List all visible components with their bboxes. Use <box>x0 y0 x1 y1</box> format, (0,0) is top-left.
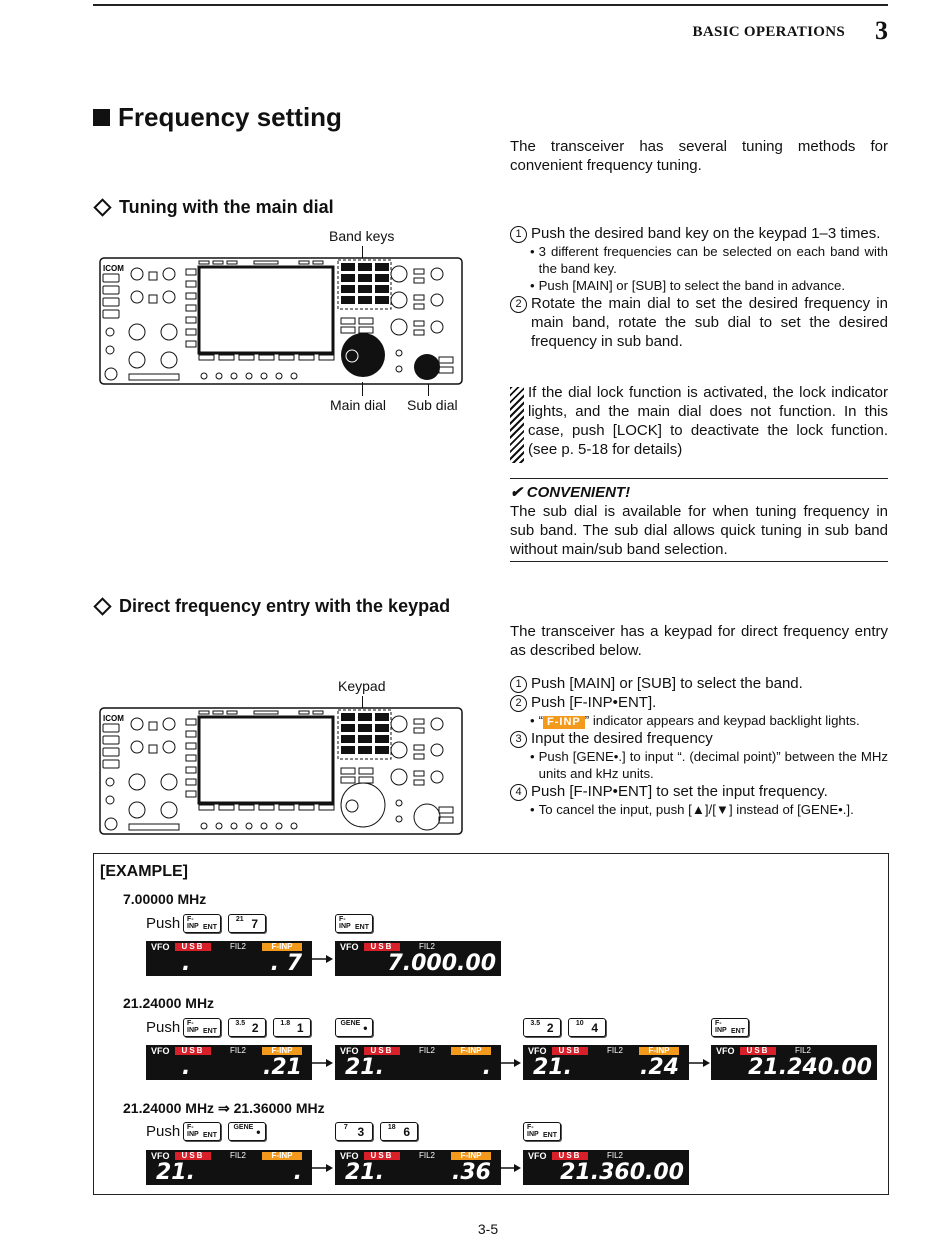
lcd-display: VFO USB FIL2 F-INP 21. . <box>335 1045 501 1080</box>
callout-line <box>362 382 363 396</box>
check-icon: ✔ <box>510 484 527 501</box>
key-3-5-2: 3.5 2 <box>228 1018 266 1037</box>
chapter-title: BASIC OPERATIONS <box>692 24 845 40</box>
callout-line <box>428 384 429 396</box>
convenient-bottom-rule <box>510 561 888 562</box>
lcd-display: VFO USB FIL2 F-INP . .21 <box>146 1045 312 1080</box>
lcd-display: VFO USB FIL2 21.360.00 <box>523 1150 689 1185</box>
page-title <box>93 102 342 133</box>
arrow-right-icon <box>500 1058 522 1068</box>
step-4-bullet: • To cancel the input, push [▲]/[▼] instead of [GENE•.]. <box>530 802 854 817</box>
key-21-7: 21 7 <box>228 914 266 933</box>
step-1-bullet: • 3 different frequencies can be selected on each band with the band key. <box>530 244 888 276</box>
square-bullet-icon <box>93 109 110 126</box>
f-inp-indicator: F-INP <box>543 716 585 729</box>
transceiver-front-panel-1 <box>99 257 463 385</box>
lcd-display: VFO USB FIL2 7.000.00 <box>335 941 501 976</box>
example-3-frequency: 21.24000 MHz ⇒ 21.36000 MHz <box>123 1100 325 1116</box>
arrow-right-icon <box>312 1163 334 1173</box>
f-inp-ent-key: F-INP ENT <box>183 1122 221 1141</box>
example-1-frequency: 7.00000 MHz <box>123 891 207 907</box>
lcd-display: VFO USB FIL2 F-INP 21. .36 <box>335 1150 501 1185</box>
chapter-number: 3 <box>875 16 888 45</box>
keypad-label: Keypad <box>338 678 386 694</box>
example-title: [EXAMPLE] <box>100 863 188 880</box>
step-2-bullet: • “ F-INP ” indicator appears and keypad backlight lights. <box>530 713 860 728</box>
diamond-icon <box>93 198 111 216</box>
page-title-text: Frequency setting <box>118 102 342 132</box>
step-2: 2 Rotate the main dial to set the desired frequency in main band, rotate the sub dial to set the desired frequency in sub band. <box>510 294 888 351</box>
step-3-bullet: • Push [GENE•.] to input “. (decimal point)” between the MHz units and kHz units. <box>530 749 888 781</box>
svg-text:ICOM: ICOM <box>103 264 124 273</box>
push-label: Push <box>146 1019 181 1036</box>
arrow-right-icon <box>312 954 334 964</box>
top-rule <box>93 4 888 6</box>
push-label: Push <box>146 1123 181 1140</box>
push-label: Push <box>146 915 181 932</box>
diamond-icon <box>93 597 111 615</box>
arrow-right-icon <box>312 1058 334 1068</box>
step-1: 1 Push the desired band key on the keypad 1–3 times. <box>510 224 888 243</box>
lcd-display: VFO USB FIL2 F-INP 21. . <box>146 1150 312 1185</box>
svg-text:ICOM: ICOM <box>103 714 124 723</box>
lcd-display: VFO USB FIL2 F-INP . . 7 <box>146 941 312 976</box>
gene-dot-key: GENE • <box>335 1018 373 1037</box>
band-keys-label: Band keys <box>329 228 395 244</box>
step-4: 4 Push [F-INP•ENT] to set the input frequency. <box>510 782 888 801</box>
sub-dial-label: Sub dial <box>407 397 458 413</box>
key-1-8-1: 1.8 1 <box>273 1018 311 1037</box>
main-dial-label: Main dial <box>330 397 387 413</box>
section1-steps <box>510 224 888 351</box>
key-3-5-2: 3.5 2 <box>523 1018 561 1037</box>
step-1-bullet: • Push [MAIN] or [SUB] to select the band in advance. <box>530 278 846 293</box>
page-number: 3-5 <box>477 1221 499 1237</box>
note-hatch-icon <box>510 387 524 463</box>
f-inp-ent-key: F-INP ENT <box>183 914 221 933</box>
section-heading-main-dial: Tuning with the main dial <box>93 197 334 218</box>
convenient-title: ✔ CONVENIENT! <box>510 484 631 501</box>
lcd-display: VFO USB FIL2 F-INP 21. .24 <box>523 1045 689 1080</box>
arrow-right-icon <box>500 1163 522 1173</box>
section2-steps <box>510 674 888 818</box>
convenient-top-rule <box>510 478 888 479</box>
f-inp-ent-key: F-INP ENT <box>711 1018 749 1037</box>
key-10-4: 10 4 <box>568 1018 606 1037</box>
keypad-intro: The transceiver has a keypad for direct frequency entry as described below. <box>510 623 888 659</box>
step-1: 1 Push [MAIN] or [SUB] to select the band. <box>510 674 888 693</box>
convenient-text: The sub dial is available for when tuning frequency in sub band. The sub dial allows quick tuning in sub band without main/sub band selection. <box>510 503 888 558</box>
f-inp-ent-key: F-INP ENT <box>335 914 373 933</box>
key-18-6: 18 6 <box>380 1122 418 1141</box>
step-3: 3 Input the desired frequency <box>510 729 888 748</box>
f-inp-ent-key: F-INP ENT <box>183 1018 221 1037</box>
intro-paragraph: The transceiver has several tuning methods for convenient frequency tuning. <box>510 138 888 174</box>
dial-lock-note: If the dial lock function is activated, the lock indicator lights, and the main dial does not function. In this case, push [LOCK] to deactivate the lock function. (see p. 5-18 for details) <box>510 383 888 463</box>
lcd-display: VFO USB FIL2 21.240.00 <box>711 1045 877 1080</box>
arrow-right-icon <box>689 1058 711 1068</box>
step-2: 2 Push [F-INP•ENT]. <box>510 693 888 712</box>
example-2-frequency: 21.24000 MHz <box>123 995 215 1011</box>
gene-dot-key: GENE • <box>228 1122 266 1141</box>
transceiver-front-panel-2 <box>99 707 463 835</box>
key-7-3: 7 3 <box>335 1122 373 1141</box>
section-heading-keypad: Direct frequency entry with the keypad <box>93 596 450 617</box>
f-inp-ent-key: F-INP ENT <box>523 1122 561 1141</box>
example-box <box>93 853 889 1195</box>
